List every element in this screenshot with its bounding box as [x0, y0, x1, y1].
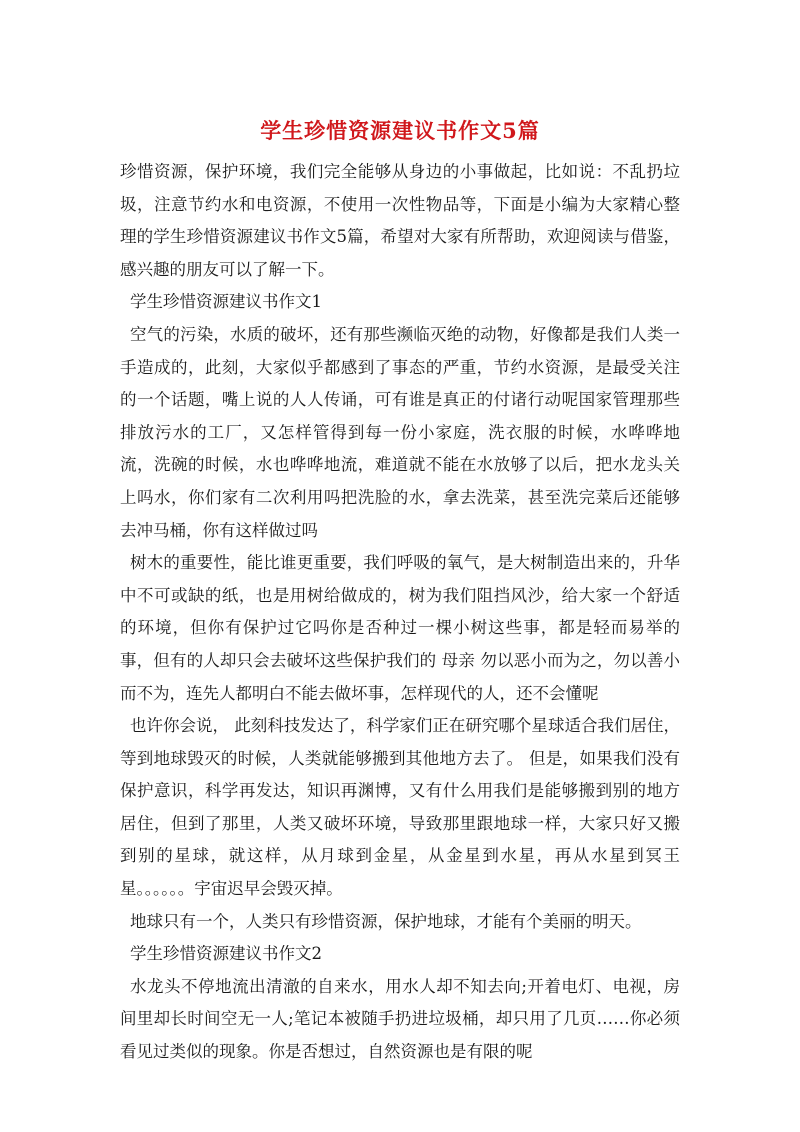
- essay-1-paragraph: 也许你会说， 此刻科技发达了，科学家们正在研究哪个星球适合我们居住，等到地球毁灭的时候，人类就能够搬到其他地方去了。 但是，如果我们没有保护意识，科学再发达，知识再渊博，又有什么用我们是能够搬到别的地方居住，但到了那里，人类又破坏环境，导致那里跟地球一样，大家只好又搬到别的星球，就这样，从月球到金星，从金星到水星，再从水星到冥王星。。。。。。宇宙迟早会毁灭掉。: [120, 716, 680, 899]
- essay-1-paragraph: 树木的重要性，能比谁更重要，我们呼吸的氧气，是大树制造出来的，升华中不可或缺的纸，也是用树给做成的，树为我们阻挡风沙，给大家一个舒适的环境，但你有保护过它吗你是否种过一棵小树这些事，都是轻而易举的事，但有的人却只会去破坏这些保护我们的 母亲 勿以恶小而为之，勿以善小而不为，连先人都明白不能去做坏事，怎样现代的人，还不会懂呢: [120, 553, 680, 703]
- essay-1-heading: 学生珍惜资源建议书作文1: [130, 292, 322, 312]
- essay-1-paragraph: 空气的污染，水质的破坏，还有那些濒临灭绝的动物，好像都是我们人类一手造成的，此刻，大家似乎都感到了事态的严重，节约水资源，是最受关注的一个话题，嘴上说的人人传诵，可有谁是真正的付诸行动呢国家管理那些排放污水的工厂，又怎样管得到每一份小家庭，洗衣服的时候，水哗哗地流，洗碗的时候，水也哗哗地流，难道就不能在水放够了以后，把水龙头关上吗水，你们家有二次利用吗把洗脸的水，拿去洗菜，甚至洗完菜后还能够去冲马桶，你有这样做过吗: [120, 324, 680, 540]
- document-title: 学生珍惜资源建议书作文5篇: [260, 118, 540, 143]
- intro-paragraph: 珍惜资源，保护环境，我们完全能够从身边的小事做起，比如说：不乱扔垃圾，注意节约水和电资源，不使用一次性物品等，下面是小编为大家精心整理的学生珍惜资源建议书作文5篇，希望对大家有所帮助，欢迎阅读与借鉴，感兴趣的朋友可以了解一下。: [120, 162, 680, 279]
- essay-2-paragraph: 水龙头不停地流出清澈的自来水，用水人却不知去向;开着电灯、电视，房间里却长时间空无一人;笔记本被随手扔进垃圾桶，却只用了几页……你必须看见过类似的现象。你是否想过，自然资源也是有限的呢: [120, 976, 680, 1062]
- essay-2-heading: 学生珍惜资源建议书作文2: [130, 944, 322, 964]
- essay-1-paragraph: 地球只有一个，人类只有珍惜资源，保护地球，才能有个美丽的明天。: [130, 911, 642, 931]
- document-body: [120, 156, 680, 1069]
